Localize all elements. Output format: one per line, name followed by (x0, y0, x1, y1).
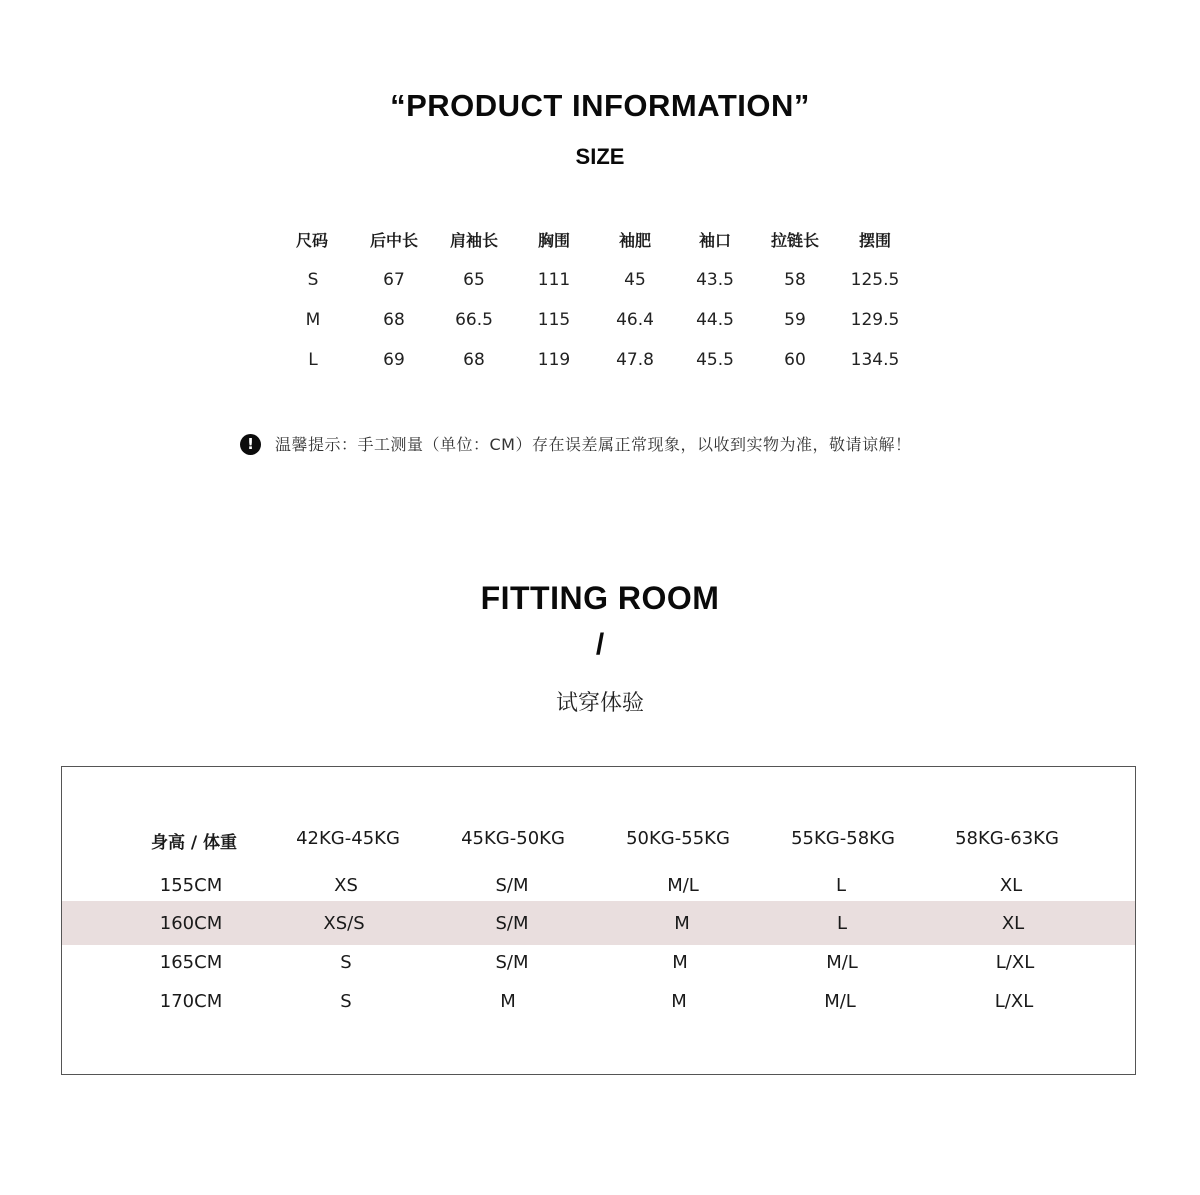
fitting-cell: L/XL (994, 991, 1034, 1012)
size-cell: 134.5 (850, 350, 900, 370)
size-cell: 46.4 (616, 310, 654, 330)
size-cell: 45.5 (696, 350, 734, 370)
fitting-header-cell: 45KG-50KG (461, 828, 565, 849)
notice-text: 温馨提示：手工测量（单位：CM）存在误差属正常现象，以收到实物为准，敬请谅解！ (275, 435, 912, 454)
size-header-cell: 尺码 (295, 231, 328, 250)
size-cell: 60 (784, 350, 806, 370)
fitting-cell: M (674, 913, 690, 934)
size-cell: 69 (383, 350, 405, 370)
fitting-cell: 160CM (159, 913, 223, 934)
fitting-table-row (62, 952, 1135, 978)
size-cell: 58 (784, 270, 806, 290)
size-cell: 66.5 (455, 310, 493, 330)
fitting-cell: 155CM (159, 875, 223, 896)
size-cell: 47.8 (616, 350, 654, 370)
fitting-cell: S/M (495, 913, 529, 934)
fitting-room-table (61, 766, 1136, 1075)
fitting-cell: S (340, 991, 352, 1012)
fitting-cell: 165CM (159, 952, 223, 973)
fitting-cell: L (835, 875, 847, 896)
size-header-cell: 摆围 (858, 231, 891, 250)
size-cell: 43.5 (696, 270, 734, 290)
fitting-cell: L/XL (995, 952, 1035, 973)
fitting-cell: M (672, 952, 688, 973)
fitting-header-cell: 身高 / 体重 (150, 833, 238, 853)
size-cell: 44.5 (696, 310, 734, 330)
size-cell: 68 (463, 350, 485, 370)
fitting-cell: L (836, 913, 848, 934)
fitting-room-title: FITTING ROOM (480, 580, 720, 616)
fitting-header-cell: 50KG-55KG (626, 828, 730, 849)
fitting-room-subtitle: 试穿体验 (555, 691, 644, 716)
size-cell: 129.5 (850, 310, 900, 330)
size-cell: 45 (624, 270, 646, 290)
exclamation-icon: ! (240, 434, 261, 455)
fitting-cell: XS/S (323, 913, 365, 934)
fitting-table-row-highlighted (62, 901, 1135, 945)
size-cell: M (305, 310, 321, 330)
fitting-cell: S/M (495, 952, 529, 973)
fitting-cell: XL (999, 875, 1023, 896)
size-cell: 125.5 (850, 270, 900, 290)
size-header-cell: 胸围 (537, 231, 570, 250)
size-header-cell: 肩袖长 (449, 231, 498, 250)
size-header-cell: 拉链长 (770, 231, 819, 250)
fitting-cell: S (340, 952, 352, 973)
size-cell: 115 (537, 310, 571, 330)
fitting-cell: M/L (667, 875, 699, 896)
page-title: “PRODUCT INFORMATION” (390, 88, 810, 123)
size-cell: 59 (784, 310, 806, 330)
fitting-cell: M/L (826, 952, 858, 973)
size-cell: 111 (537, 270, 571, 290)
fitting-header-cell: 58KG-63KG (955, 828, 1059, 849)
size-cell: 67 (383, 270, 405, 290)
title-separator: / (595, 628, 605, 661)
size-header-cell: 后中长 (369, 231, 418, 250)
fitting-cell: S/M (495, 875, 529, 896)
fitting-cell: M (671, 991, 687, 1012)
fitting-cell: 170CM (159, 991, 223, 1012)
fitting-cell: XL (1001, 913, 1025, 934)
fitting-cell: M (500, 991, 516, 1012)
fitting-cell: M/L (824, 991, 856, 1012)
fitting-cell: XS (334, 875, 358, 896)
size-cell: 65 (463, 270, 485, 290)
size-cell: 119 (537, 350, 571, 370)
size-header-cell: 袖肥 (618, 231, 651, 250)
fitting-table-row (62, 875, 1135, 901)
size-header-cell: 袖口 (698, 231, 731, 250)
fitting-table-row (62, 991, 1135, 1017)
fitting-header-cell: 55KG-58KG (791, 828, 895, 849)
fitting-table-header-row (62, 828, 1135, 854)
size-section-title: SIZE (575, 144, 625, 169)
size-cell: L (308, 350, 318, 370)
size-cell: 68 (383, 310, 405, 330)
size-cell: S (307, 270, 319, 290)
fitting-header-cell: 42KG-45KG (296, 828, 400, 849)
